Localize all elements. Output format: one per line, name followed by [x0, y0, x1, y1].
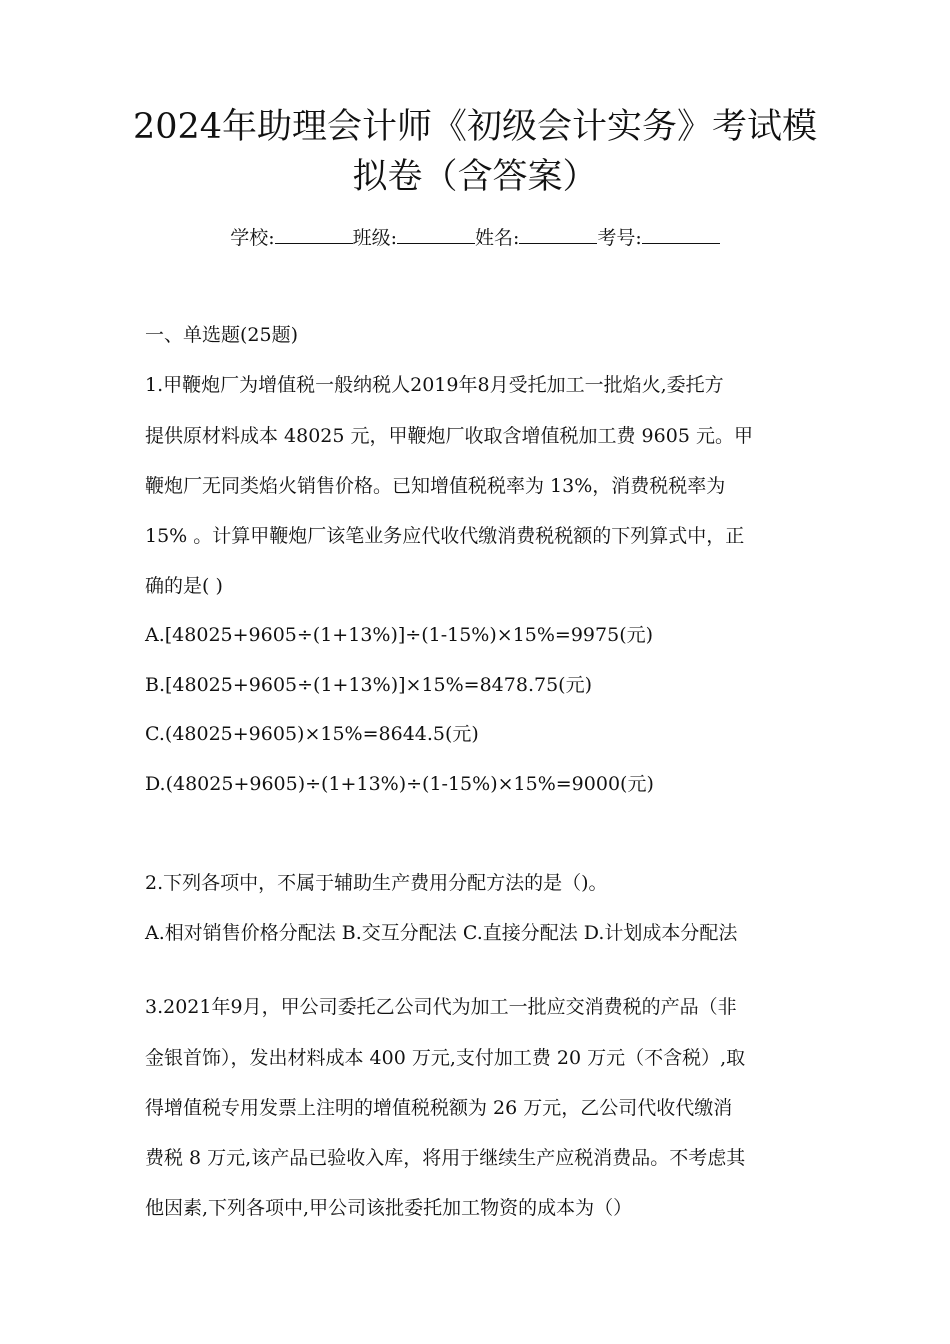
class-blank: [397, 227, 475, 244]
exam-number-label: 考号:: [597, 227, 642, 249]
exam-number-blank: [642, 227, 720, 244]
question-1-option-b: B.[48025+9605÷(1+13%)]×15%=8478.75(元): [145, 674, 592, 696]
question-1-line-3: 鞭炮厂无同类焰火销售价格。已知增值税税率为 13%，消费税税率为: [145, 475, 726, 497]
school-blank: [275, 227, 353, 244]
document-title-line-1: 2024年助理会计师《初级会计实务》考试模: [132, 107, 818, 147]
question-1-option-d: D.(48025+9605)÷(1+13%)÷(1-15%)×15%=9000(元): [145, 773, 654, 795]
question-3-line-5: 他因素,下列各项中,甲公司该批委托加工物资的成本为（）: [145, 1197, 633, 1219]
student-info-row: [120, 224, 830, 252]
question-1-line-1: 1.甲鞭炮厂为增值税一般纳税人2019年8月受托加工一批焰火,委托方: [145, 374, 724, 396]
question-2-options: A.相对销售价格分配法 B.交互分配法 C.直接分配法 D.计划成本分配法: [145, 922, 738, 944]
document-title-line-2: 拟卷（含答案）: [352, 157, 598, 197]
name-label: 姓名:: [475, 227, 520, 249]
question-2-line-1: 2.下列各项中，不属于辅助生产费用分配方法的是（)。: [145, 872, 608, 894]
question-1-line-2: 提供原材料成本 48025 元，甲鞭炮厂收取含增值税加工费 9605 元。甲: [145, 425, 753, 447]
question-1-line-5: 确的是( ): [145, 575, 223, 597]
school-label: 学校:: [230, 227, 275, 249]
question-3-line-2: 金银首饰），发出材料成本 400 万元,支付加工费 20 万元（不含税）,取: [145, 1047, 746, 1069]
question-1-option-c: C.(48025+9605)×15%=8644.5(元): [145, 723, 479, 745]
section-heading: 一、单选题(25题): [145, 324, 299, 346]
question-1-option-a: A.[48025+9605÷(1+13%)]÷(1-15%)×15%=9975(元): [145, 624, 654, 646]
question-3-line-1: 3.2021年9月，甲公司委托乙公司代为加工一批应交消费税的产品（非: [145, 996, 737, 1018]
question-3-line-3: 得增值税专用发票上注明的增值税税额为 26 万元，乙公司代收代缴消: [145, 1097, 733, 1119]
question-3-line-4: 费税 8 万元,该产品已验收入库，将用于继续生产应税消费品。不考虑其: [145, 1147, 746, 1169]
question-1-line-4: 15% 。计算甲鞭炮厂该笔业务应代收代缴消费税税额的下列算式中，正: [145, 525, 745, 547]
class-label: 班级:: [352, 227, 397, 249]
name-blank: [519, 227, 597, 244]
